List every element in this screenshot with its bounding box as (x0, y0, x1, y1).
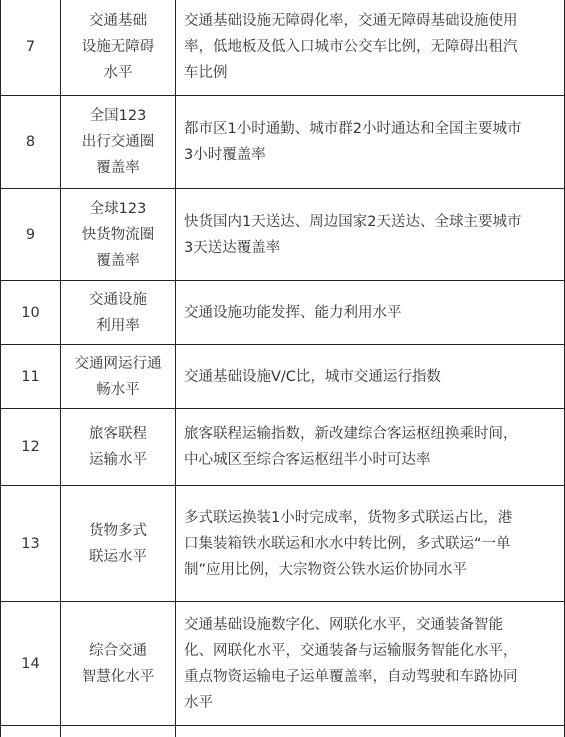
indicator-description (176, 726, 565, 737)
indicator-description: 快货国内1天送达、周边国家2天送达、全球主要城市 3天送达覆盖率 (176, 189, 565, 281)
indicator-name: 交通网运行通 畅水平 (61, 345, 176, 409)
row-number: 11 (1, 345, 61, 409)
indicator-name: 全国123 出行交通圈 覆盖率 (61, 96, 176, 189)
row-number: 9 (1, 189, 61, 281)
row-number: 10 (1, 281, 61, 345)
indicator-name: 全球123 快货物流圈 覆盖率 (61, 189, 176, 281)
row-number: 7 (1, 0, 61, 96)
table-row (1, 0, 565, 96)
table-row (1, 602, 565, 726)
indicator-name (61, 726, 176, 737)
row-number: 13 (1, 486, 61, 602)
table-row (1, 726, 565, 737)
indicator-description: 交通基础设施V/C比，城市交通运行指数 (176, 345, 565, 409)
table-row (1, 189, 565, 281)
table-row (1, 345, 565, 409)
table-row (1, 281, 565, 345)
indicator-description: 交通设施功能发挥、能力利用水平 (176, 281, 565, 345)
table-row (1, 486, 565, 602)
row-number: 14 (1, 602, 61, 726)
table-row (1, 96, 565, 189)
indicator-name: 交通设施 利用率 (61, 281, 176, 345)
indicator-description: 多式联运换装1小时完成率，货物多式联运占比，港 口集装箱铁水联运和水水中转比例，多式联运“一单 制”应用比例，大宗物资公铁水运价协同水平 (176, 486, 565, 602)
indicator-description: 都市区1小时通勤、城市群2小时通达和全国主要城市 3小时覆盖率 (176, 96, 565, 189)
indicator-name: 货物多式 联运水平 (61, 486, 176, 602)
indicator-description: 交通基础设施无障碍化率，交通无障碍基础设施使用 率，低地板及低入口城市公交车比例，无障碍出租汽 车比例 (176, 0, 565, 96)
indicator-description: 旅客联程运输指数，新改建综合客运枢纽换乘时间， 中心城区至综合客运枢纽半小时可达率 (176, 409, 565, 486)
row-number: 12 (1, 409, 61, 486)
indicator-name: 旅客联程 运输水平 (61, 409, 176, 486)
indicator-name: 交通基础 设施无障碍 水平 (61, 0, 176, 96)
row-number: 8 (1, 96, 61, 189)
row-number (1, 726, 61, 737)
table-row (1, 409, 565, 486)
indicator-description: 交通基础设施数字化、网联化水平，交通装备智能 化、网联化水平，交通装备与运输服务智能化水平， 重点物资运输电子运单覆盖率，自动驾驶和车路协同 水平 (176, 602, 565, 726)
indicator-name: 综合交通 智慧化水平 (61, 602, 176, 726)
